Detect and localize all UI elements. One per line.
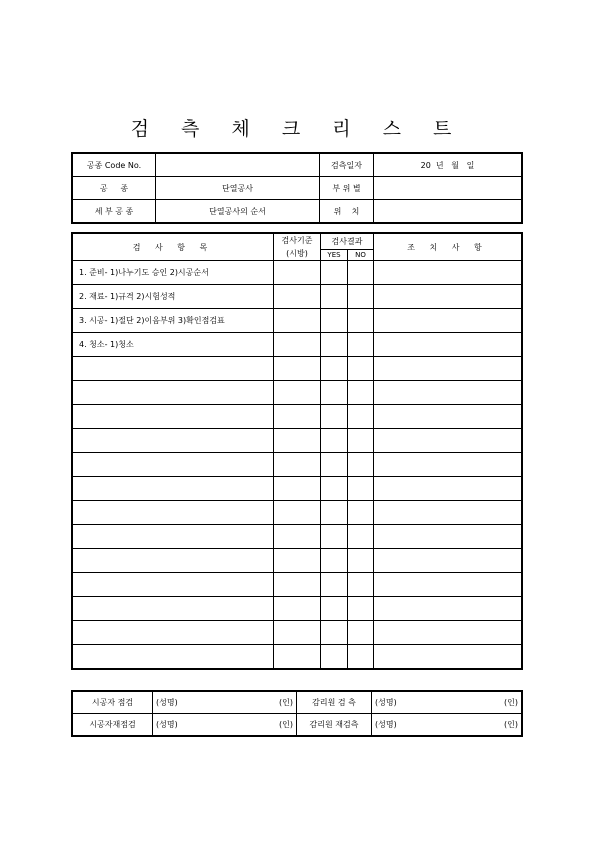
item-cell[interactable] bbox=[73, 621, 274, 645]
seal-placeholder: (인) bbox=[504, 720, 518, 729]
no-cell[interactable] bbox=[348, 357, 374, 381]
item-cell[interactable] bbox=[73, 549, 274, 573]
item-cell[interactable]: 2. 재료- 1)규격 2)시험성적 bbox=[73, 285, 274, 309]
no-cell[interactable] bbox=[348, 261, 374, 285]
yes-cell[interactable] bbox=[321, 573, 348, 597]
table-row bbox=[73, 645, 522, 669]
standard-cell[interactable] bbox=[274, 549, 321, 573]
seal-placeholder: (인) bbox=[504, 698, 518, 707]
yes-cell[interactable] bbox=[321, 645, 348, 669]
col-result-header: 검사결과 bbox=[321, 234, 374, 250]
no-cell[interactable] bbox=[348, 285, 374, 309]
standard-cell[interactable] bbox=[274, 261, 321, 285]
col-item-header: 검 사 항 목 bbox=[73, 234, 274, 261]
item-rows bbox=[73, 261, 522, 669]
yes-cell[interactable] bbox=[321, 477, 348, 501]
yes-cell[interactable] bbox=[321, 357, 348, 381]
action-cell[interactable] bbox=[374, 333, 522, 357]
item-cell[interactable] bbox=[73, 597, 274, 621]
yes-cell[interactable] bbox=[321, 621, 348, 645]
yes-cell[interactable] bbox=[321, 549, 348, 573]
no-cell[interactable] bbox=[348, 525, 374, 549]
item-cell[interactable] bbox=[73, 645, 274, 669]
seal-placeholder: (인) bbox=[279, 720, 293, 729]
item-cell[interactable]: 4. 청소- 1)청소 bbox=[73, 333, 274, 357]
action-cell[interactable] bbox=[374, 285, 522, 309]
table-row bbox=[73, 453, 522, 477]
work-label: 공 종 bbox=[73, 177, 156, 200]
col-standard-line1: 검사기준 bbox=[281, 236, 313, 245]
no-cell[interactable] bbox=[348, 621, 374, 645]
table-row bbox=[73, 525, 522, 549]
loc-field[interactable] bbox=[374, 200, 522, 223]
action-cell[interactable] bbox=[374, 429, 522, 453]
part-field[interactable] bbox=[374, 177, 522, 200]
standard-cell[interactable] bbox=[274, 525, 321, 549]
no-cell[interactable] bbox=[348, 501, 374, 525]
signer-label: 시공자재점검 bbox=[73, 714, 153, 736]
info-table bbox=[72, 153, 522, 223]
standard-cell[interactable] bbox=[274, 597, 321, 621]
date-field[interactable]: 20 년 월 일 bbox=[374, 154, 522, 177]
standard-cell[interactable] bbox=[274, 309, 321, 333]
no-cell[interactable] bbox=[348, 549, 374, 573]
no-cell[interactable] bbox=[348, 645, 374, 669]
part-label: 부 위 별 bbox=[320, 177, 374, 200]
yes-cell[interactable] bbox=[321, 525, 348, 549]
table-row bbox=[73, 381, 522, 405]
supervisor-field[interactable] bbox=[372, 692, 522, 714]
table-row bbox=[73, 309, 522, 333]
table-row bbox=[73, 501, 522, 525]
name-placeholder: (성명) bbox=[375, 720, 397, 729]
name-placeholder: (성명) bbox=[375, 698, 397, 707]
col-standard-header bbox=[274, 234, 321, 261]
no-cell[interactable] bbox=[348, 405, 374, 429]
item-cell[interactable] bbox=[73, 477, 274, 501]
yes-cell[interactable] bbox=[321, 453, 348, 477]
table-row bbox=[73, 405, 522, 429]
item-cell[interactable] bbox=[73, 381, 274, 405]
yes-cell[interactable] bbox=[321, 429, 348, 453]
standard-cell[interactable] bbox=[274, 405, 321, 429]
action-cell[interactable] bbox=[374, 261, 522, 285]
no-cell[interactable] bbox=[348, 333, 374, 357]
inspection-items-table bbox=[72, 233, 522, 669]
item-cell[interactable] bbox=[73, 357, 274, 381]
code-label: 공종 Code No. bbox=[73, 154, 156, 177]
action-cell[interactable] bbox=[374, 621, 522, 645]
yes-cell[interactable] bbox=[321, 285, 348, 309]
code-field[interactable] bbox=[156, 154, 320, 177]
action-cell[interactable] bbox=[374, 573, 522, 597]
sign-rows bbox=[73, 692, 522, 736]
standard-cell[interactable] bbox=[274, 501, 321, 525]
signature-row bbox=[73, 692, 522, 714]
item-cell[interactable]: 1. 준비- 1)나누기도 승인 2)시공순서 bbox=[73, 261, 274, 285]
action-cell[interactable] bbox=[374, 597, 522, 621]
loc-label: 위 치 bbox=[320, 200, 374, 223]
supervisor-label: 감리원 재검측 bbox=[297, 714, 372, 736]
info-row-work bbox=[73, 177, 522, 200]
no-cell[interactable] bbox=[348, 477, 374, 501]
action-cell[interactable] bbox=[374, 357, 522, 381]
name-placeholder: (성명) bbox=[156, 698, 178, 707]
item-cell[interactable] bbox=[73, 405, 274, 429]
no-cell[interactable] bbox=[348, 573, 374, 597]
table-row bbox=[73, 573, 522, 597]
table-row bbox=[73, 357, 522, 381]
table-row bbox=[73, 285, 522, 309]
yes-cell[interactable] bbox=[321, 381, 348, 405]
signature-table bbox=[72, 691, 522, 736]
no-cell[interactable] bbox=[348, 429, 374, 453]
item-cell[interactable] bbox=[73, 453, 274, 477]
yes-cell[interactable] bbox=[321, 261, 348, 285]
table-row bbox=[73, 261, 522, 285]
supervisor-field[interactable] bbox=[372, 714, 522, 736]
signature-row bbox=[73, 714, 522, 736]
standard-cell[interactable] bbox=[274, 573, 321, 597]
action-cell[interactable] bbox=[374, 309, 522, 333]
col-action-header: 조 치 사 항 bbox=[374, 234, 522, 261]
col-yes-header: YES bbox=[321, 250, 348, 261]
item-cell[interactable] bbox=[73, 573, 274, 597]
table-row bbox=[73, 549, 522, 573]
table-row bbox=[73, 333, 522, 357]
table-row bbox=[73, 597, 522, 621]
item-cell[interactable] bbox=[73, 429, 274, 453]
standard-cell[interactable] bbox=[274, 333, 321, 357]
detail-field[interactable]: 단열공사의 순서 bbox=[156, 200, 320, 223]
item-cell[interactable]: 3. 시공- 1)절단 2)이음부위 3)확인점검표 bbox=[73, 309, 274, 333]
action-cell[interactable] bbox=[374, 477, 522, 501]
no-cell[interactable] bbox=[348, 381, 374, 405]
standard-cell[interactable] bbox=[274, 357, 321, 381]
table-row bbox=[73, 621, 522, 645]
action-cell[interactable] bbox=[374, 501, 522, 525]
standard-cell[interactable] bbox=[274, 621, 321, 645]
standard-cell[interactable] bbox=[274, 477, 321, 501]
page-title: 검 측 체 크 리 스 트 bbox=[130, 118, 465, 140]
yes-cell[interactable] bbox=[321, 597, 348, 621]
item-cell[interactable] bbox=[73, 525, 274, 549]
standard-cell[interactable] bbox=[274, 285, 321, 309]
action-cell[interactable] bbox=[374, 645, 522, 669]
standard-cell[interactable] bbox=[274, 381, 321, 405]
info-row-code bbox=[73, 154, 522, 177]
supervisor-label: 감리원 검 측 bbox=[297, 692, 372, 714]
yes-cell[interactable] bbox=[321, 501, 348, 525]
no-cell[interactable] bbox=[348, 597, 374, 621]
table-row bbox=[73, 477, 522, 501]
col-standard-line2: (시방) bbox=[286, 249, 308, 258]
signer-field[interactable] bbox=[153, 692, 297, 714]
yes-cell[interactable] bbox=[321, 405, 348, 429]
yes-cell[interactable] bbox=[321, 333, 348, 357]
standard-cell[interactable] bbox=[274, 645, 321, 669]
col-no-header: NO bbox=[348, 250, 374, 261]
action-cell[interactable] bbox=[374, 381, 522, 405]
action-cell[interactable] bbox=[374, 525, 522, 549]
items-header-row bbox=[73, 234, 522, 250]
work-field[interactable]: 단열공사 bbox=[156, 177, 320, 200]
info-row-detail bbox=[73, 200, 522, 223]
standard-cell[interactable] bbox=[274, 453, 321, 477]
table-row bbox=[73, 429, 522, 453]
signer-field[interactable] bbox=[153, 714, 297, 736]
seal-placeholder: (인) bbox=[279, 698, 293, 707]
action-cell[interactable] bbox=[374, 453, 522, 477]
signer-label: 시공자 점검 bbox=[73, 692, 153, 714]
name-placeholder: (성명) bbox=[156, 720, 178, 729]
action-cell[interactable] bbox=[374, 549, 522, 573]
item-cell[interactable] bbox=[73, 501, 274, 525]
date-label: 검측일자 bbox=[320, 154, 374, 177]
no-cell[interactable] bbox=[348, 309, 374, 333]
action-cell[interactable] bbox=[374, 405, 522, 429]
no-cell[interactable] bbox=[348, 453, 374, 477]
standard-cell[interactable] bbox=[274, 429, 321, 453]
yes-cell[interactable] bbox=[321, 309, 348, 333]
detail-label: 세 부 공 종 bbox=[73, 200, 156, 223]
